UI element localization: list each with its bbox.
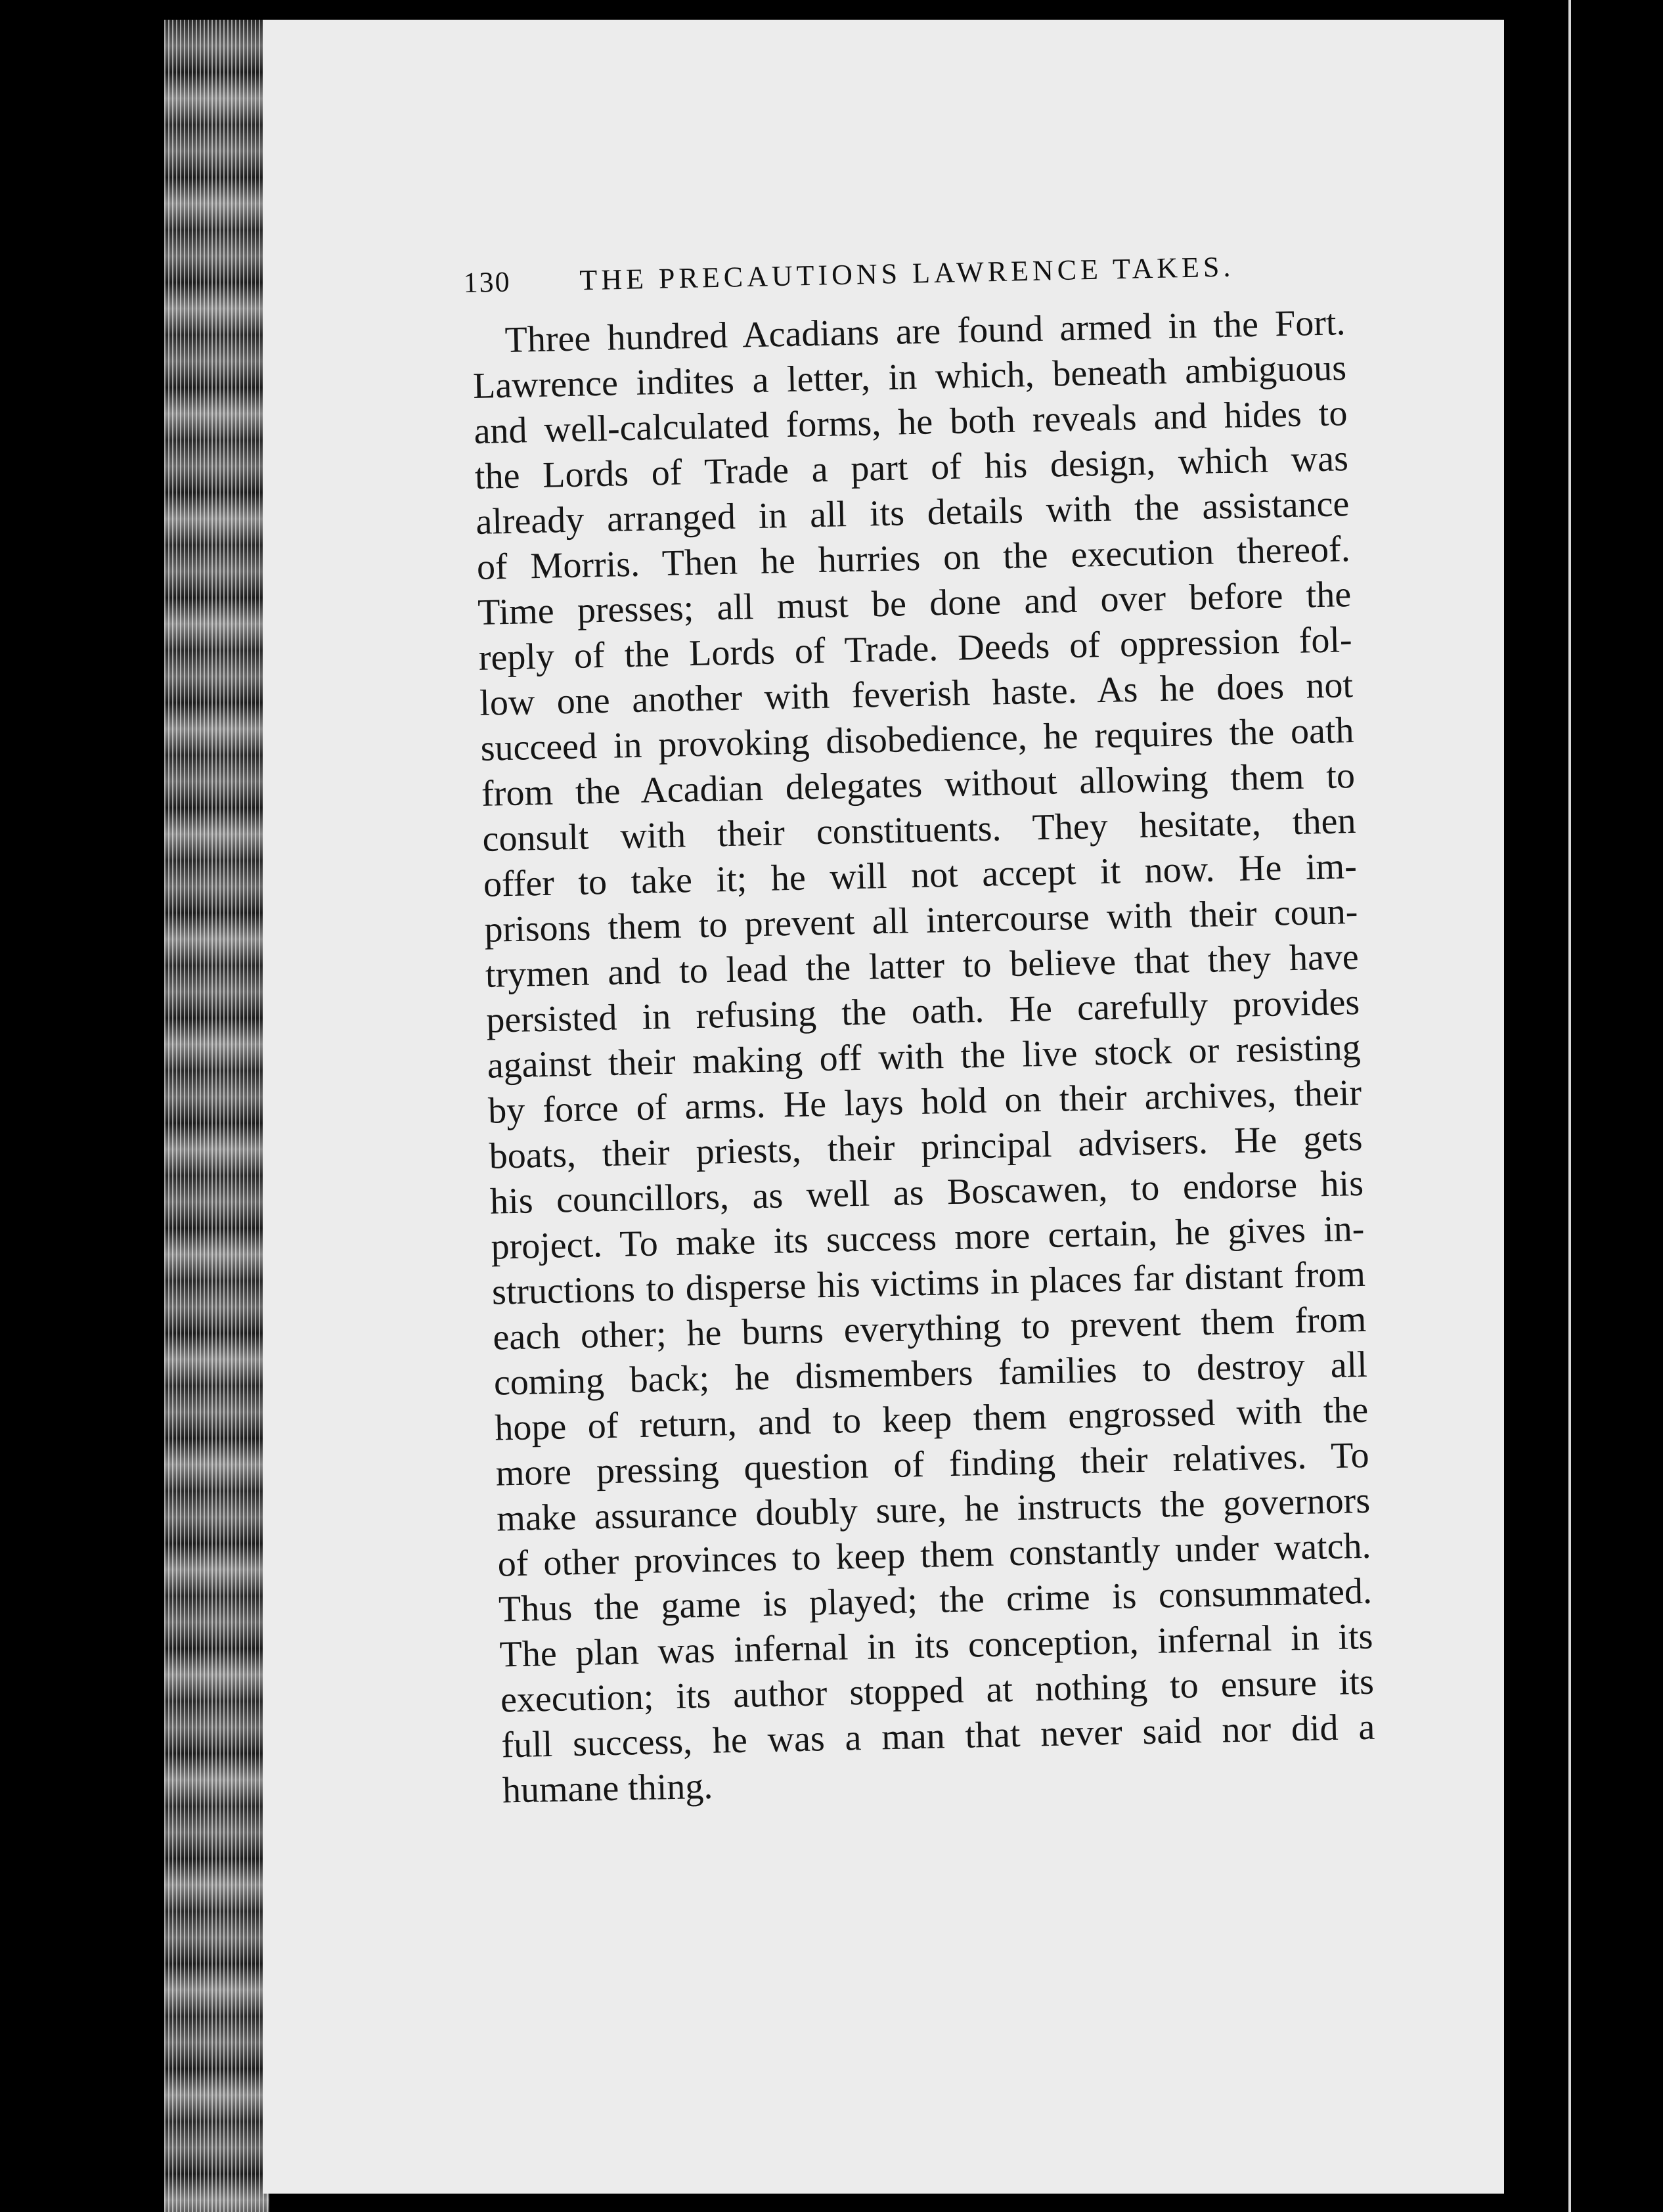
body-paragraph: [472, 300, 1376, 1813]
text-line: each other; he burns everything to prevent them from: [492, 1298, 1367, 1358]
text-line: prisons them to prevent all intercourse with their coun-: [483, 891, 1358, 950]
text-line: and well-calculated forms, he both reveals and hides to: [473, 393, 1348, 452]
text-line: from the Acadian delegates without allowing them to: [481, 755, 1356, 814]
text-line: consult with their constituents. They hesitate, then: [481, 800, 1356, 860]
text-line: by force of arms. He lays hold on their archives, their: [487, 1072, 1362, 1132]
text-line: persisted in refusing the oath. He carefully provides: [485, 981, 1360, 1041]
text-line: low one another with feverish haste. As he does not: [479, 665, 1354, 724]
right-margin: [1504, 0, 1663, 2212]
text-line: coming back; he dismembers families to destroy all: [493, 1344, 1368, 1404]
text-line: of other provinces to keep them constantly under watch.: [497, 1525, 1372, 1585]
text-line: offer to take it; he will not accept it now. He im-: [483, 845, 1358, 905]
text-line: Thus the game is played; the crime is consummated.: [498, 1570, 1373, 1630]
text-line: execution; its author stopped at nothing to ensure its: [500, 1661, 1375, 1721]
next-page-edge: [1568, 0, 1571, 2212]
text-line: reply of the Lords of Trade. Deeds of oppression fol-: [478, 619, 1353, 678]
text-line: The plan was infernal in its conception, infernal in its: [499, 1616, 1373, 1675]
marbled-page-edges: [164, 20, 269, 2212]
text-line: already arranged in all its details with the assistance: [475, 483, 1350, 542]
running-title: THE PRECAUTIONS LAWRENCE TAKES.: [579, 250, 1235, 297]
text-line: of Morris. Then he hurries on the execution thereof.: [476, 529, 1351, 588]
text-line: against their making off with the live stock or resisting: [487, 1027, 1362, 1086]
text-line: succeed in provoking disobedience, he requires the oath: [480, 710, 1355, 769]
text-line: full success, he was a man that never said nor did a: [500, 1706, 1375, 1766]
text-line: humane thing.: [502, 1765, 713, 1811]
text-line: more pressing question of finding their relatives. To: [495, 1434, 1370, 1494]
text-line: Lawrence indites a letter, in which, beneath ambiguous: [472, 347, 1347, 407]
text-line: Time presses; all must be done and over before the: [477, 574, 1352, 633]
text-line: project. To make its success more certain, he gives in-: [490, 1208, 1365, 1268]
text-line: make assurance doubly sure, he instructs the governors: [496, 1480, 1371, 1539]
text-line: his councillors, as well as Boscawen, to endorse his: [489, 1162, 1364, 1222]
text-line: structions to disperse his victims in places far distant from: [491, 1253, 1366, 1313]
text-line: Three hundred Acadians are found armed in the Fort.: [504, 302, 1346, 361]
page-number: 130: [463, 265, 512, 299]
text-line: boats, their priests, their principal advisers. He gets: [489, 1117, 1364, 1177]
text-line: the Lords of Trade a part of his design, which was: [474, 438, 1349, 497]
text-line: hope of return, and to keep them engrossed with the: [494, 1389, 1369, 1449]
text-line: trymen and to lead the latter to believe that they have: [485, 936, 1360, 996]
binding-margin: [0, 0, 164, 2212]
